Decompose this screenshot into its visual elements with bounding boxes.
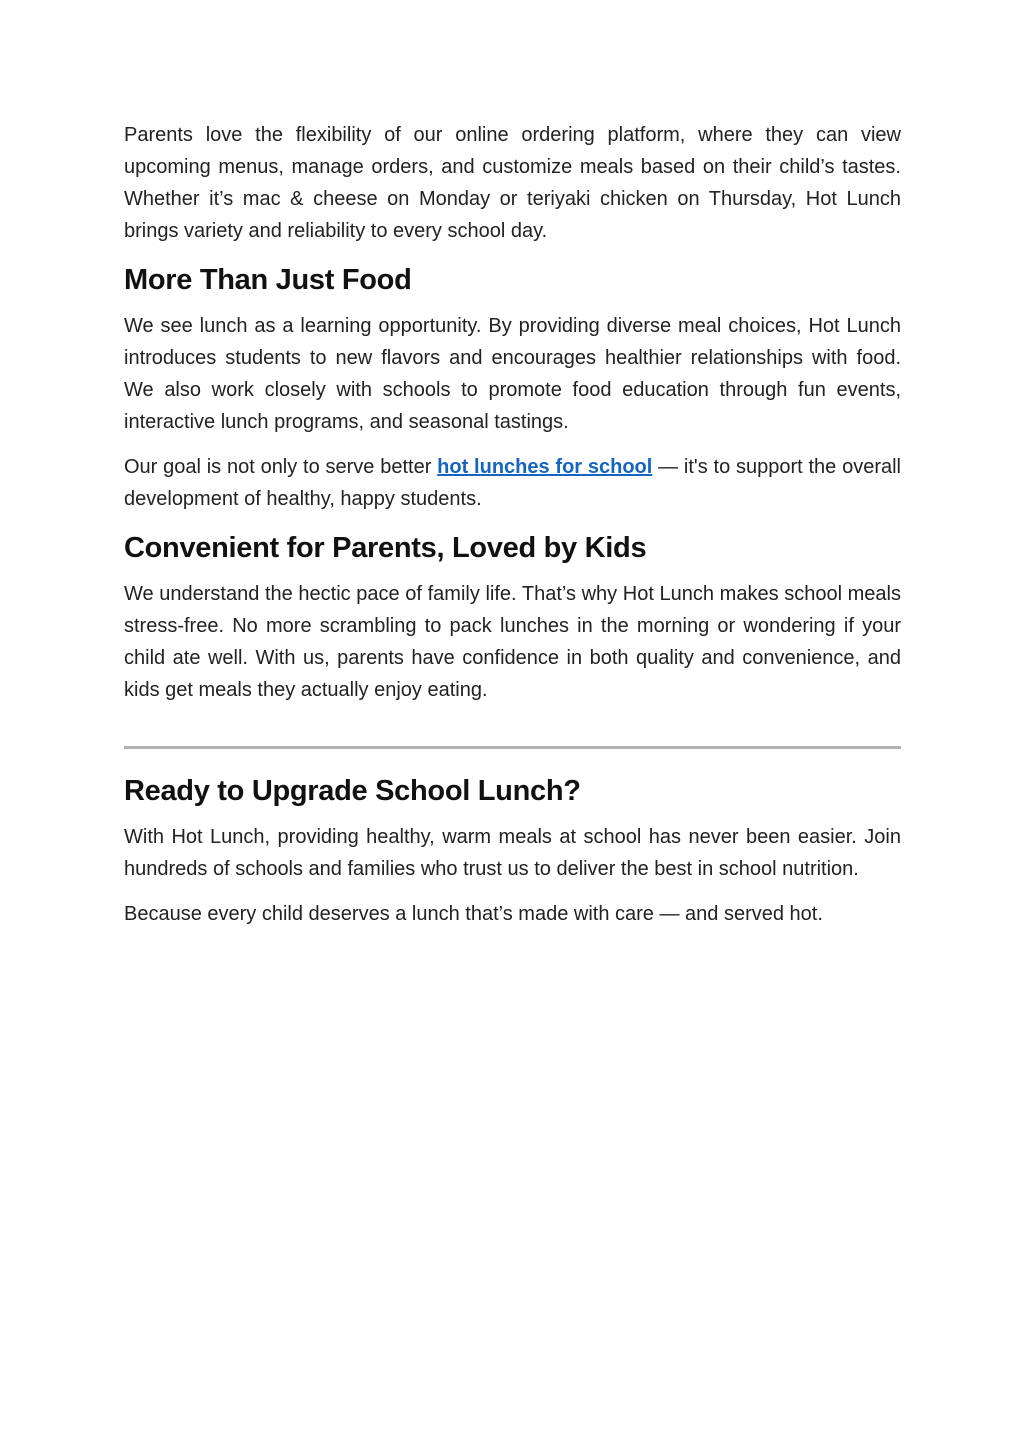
cta-paragraph-2: Because every child deserves a lunch that’s made with care — and served hot. <box>124 903 823 925</box>
document-page <box>124 119 901 943</box>
food-paragraph-2-before: Our goal is not only to serve better <box>124 456 438 478</box>
food-paragraph-1: We see lunch as a learning opportunity. By providing diverse meal choices, Hot Lunch introduces students to new flavors and encourages healthier relationships with food. We also work closely with schools to promote food education through fun events, interactive lunch programs, and seasonal tastings. <box>124 315 901 433</box>
food-paragraph-2-after: — it's to support the overall development of healthy, happy students. <box>124 456 902 510</box>
section-divider <box>124 746 901 749</box>
intro-paragraph: Parents love the flexibility of our online ordering platform, where they can view upcoming menus, manage orders, and customize meals based on their child’s tastes. Whether it’s mac & cheese on Monday or teriyaki chicken on Thursday, Hot Lunch brings variety and reliability to every school day. <box>124 124 901 242</box>
hot-lunches-for-school-link[interactable]: hot lunches for school <box>437 456 653 478</box>
food-paragraph-2 <box>124 451 901 515</box>
parents-paragraph: We understand the hectic pace of family life. That’s why Hot Lunch makes school meals stress-free. No more scrambling to pack lunches in the morning or wondering if your child ate well. With us, parents have confidence in both quality and convenience, and kids get meals they actually enjoy eating. <box>124 583 901 701</box>
heading-ready-to-upgrade: Ready to Upgrade School Lunch? <box>124 775 581 807</box>
heading-more-than-just-food: More Than Just Food <box>124 264 412 296</box>
heading-convenient-for-parents: Convenient for Parents, Loved by Kids <box>124 532 647 564</box>
cta-paragraph-1: With Hot Lunch, providing healthy, warm meals at school has never been easier. Join hundreds of schools and families who trust us to deliver the best in school nutrition. <box>124 826 901 880</box>
